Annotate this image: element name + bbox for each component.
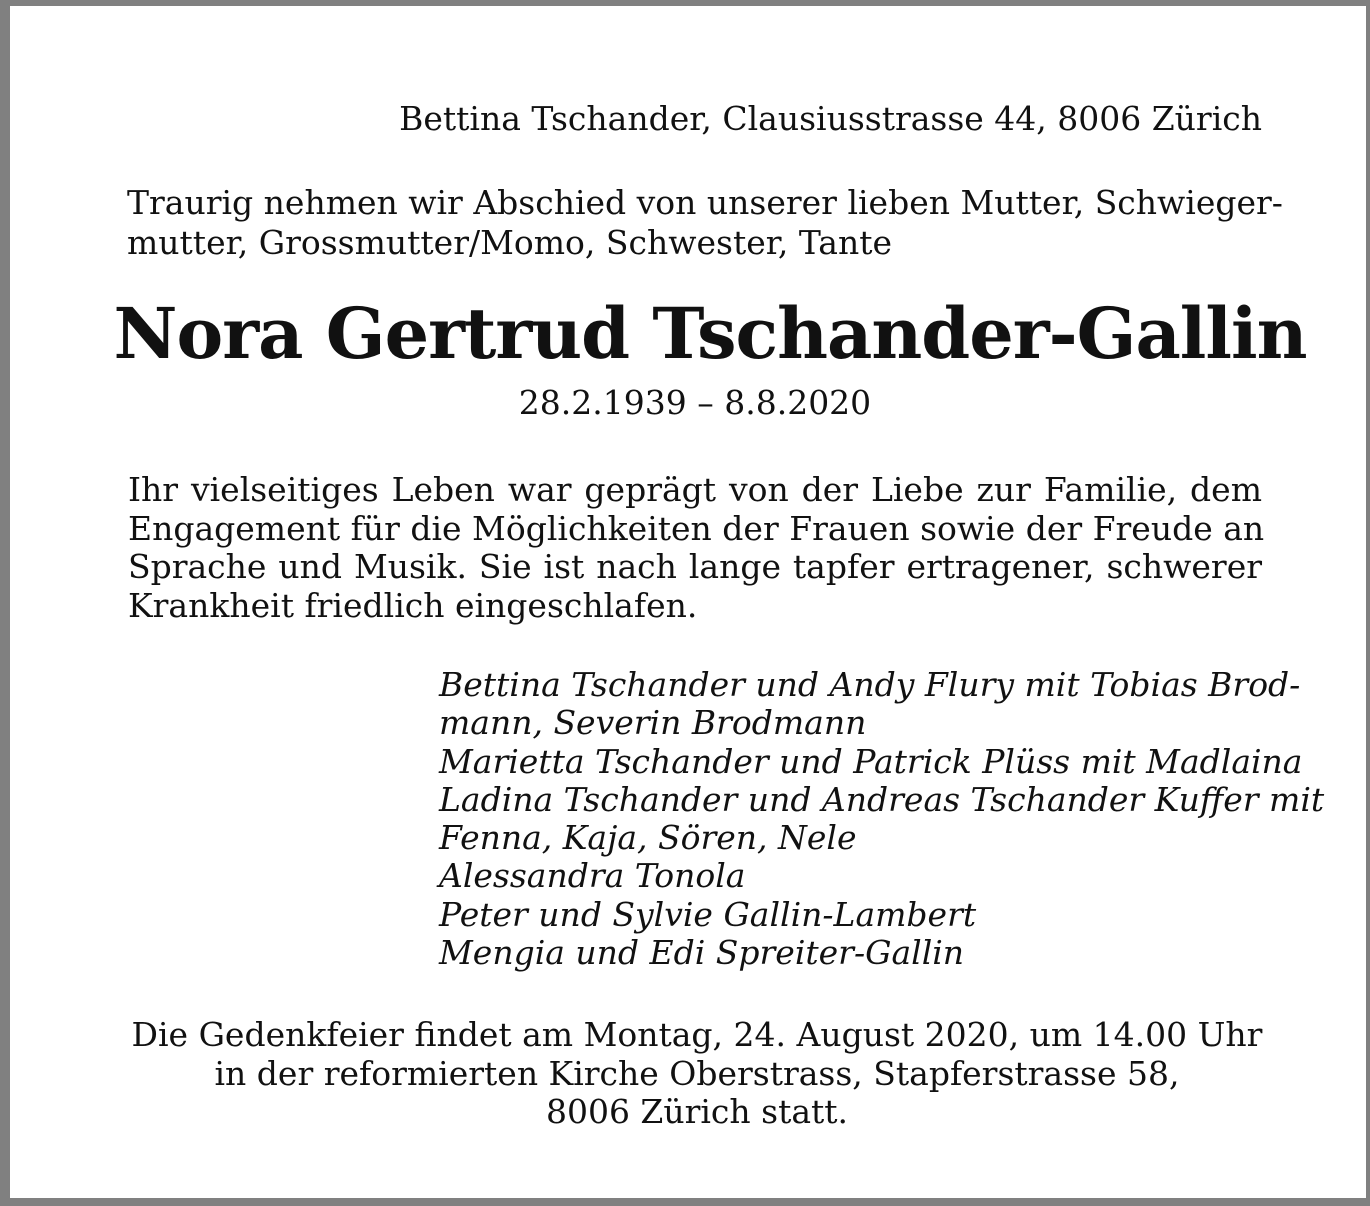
mourner-line: Bettina Tschander und Andy Flury mit Tobias Brod- bbox=[439, 665, 1301, 704]
tribute-line: Krankheit friedlich eingeschlafen. bbox=[128, 585, 698, 625]
memorial-line: Die Gedenkfeier findet am Montag, 24. August 2020, um 14.00 Uhr bbox=[131, 1015, 1263, 1054]
mourner-line: Fenna, Kaja, Sören, Nele bbox=[439, 818, 857, 858]
tribute-line: Engagement für die Möglichkeiten der Frauen sowie der Freude an bbox=[128, 508, 1265, 548]
mourner-line: mann, Severin Brodmann bbox=[439, 703, 867, 743]
memorial-line: in der reformierten Kirche Oberstrass, Stapferstrasse 58, bbox=[214, 1053, 1180, 1093]
mourners-list bbox=[439, 665, 1325, 973]
mourner-line: Mengia und Edi Spreiter-Gallin bbox=[439, 933, 965, 973]
intro-line: Traurig nehmen wir Abschied von unserer lieben Mutter, Schwieger- bbox=[127, 183, 1283, 222]
mourner-line: Marietta Tschander und Patrick Plüss mit Madlaina bbox=[439, 741, 1303, 781]
tribute-line: Ihr vielseitiges Leben war geprägt von der Liebe zur Familie, dem bbox=[128, 470, 1262, 509]
mourner-line: Alessandra Tonola bbox=[439, 856, 746, 896]
memorial-line: 8006 Zürich statt. bbox=[545, 1092, 849, 1131]
memorial-service-info bbox=[110, 1016, 1284, 1132]
tribute-line: Sprache und Musik. Sie ist nach lange tapfer ertragener, schwerer bbox=[128, 547, 1262, 586]
mourner-line: Peter und Sylvie Gallin-Lambert bbox=[439, 894, 977, 934]
life-dates: 28.2.1939 – 8.8.2020 bbox=[518, 383, 872, 422]
intro-paragraph bbox=[127, 183, 1297, 263]
tribute-paragraph bbox=[128, 470, 1265, 625]
mourner-line: Ladina Tschander und Andreas Tschander Kuffer mit bbox=[439, 779, 1325, 819]
intro-line: mutter, Grossmutter/Momo, Schwester, Tante bbox=[127, 223, 893, 262]
deceased-name: Nora Gertrud Tschander-Gallin bbox=[113, 292, 1307, 375]
sender-address: Bettina Tschander, Clausiusstrasse 44, 8006 Zürich bbox=[399, 99, 1262, 138]
